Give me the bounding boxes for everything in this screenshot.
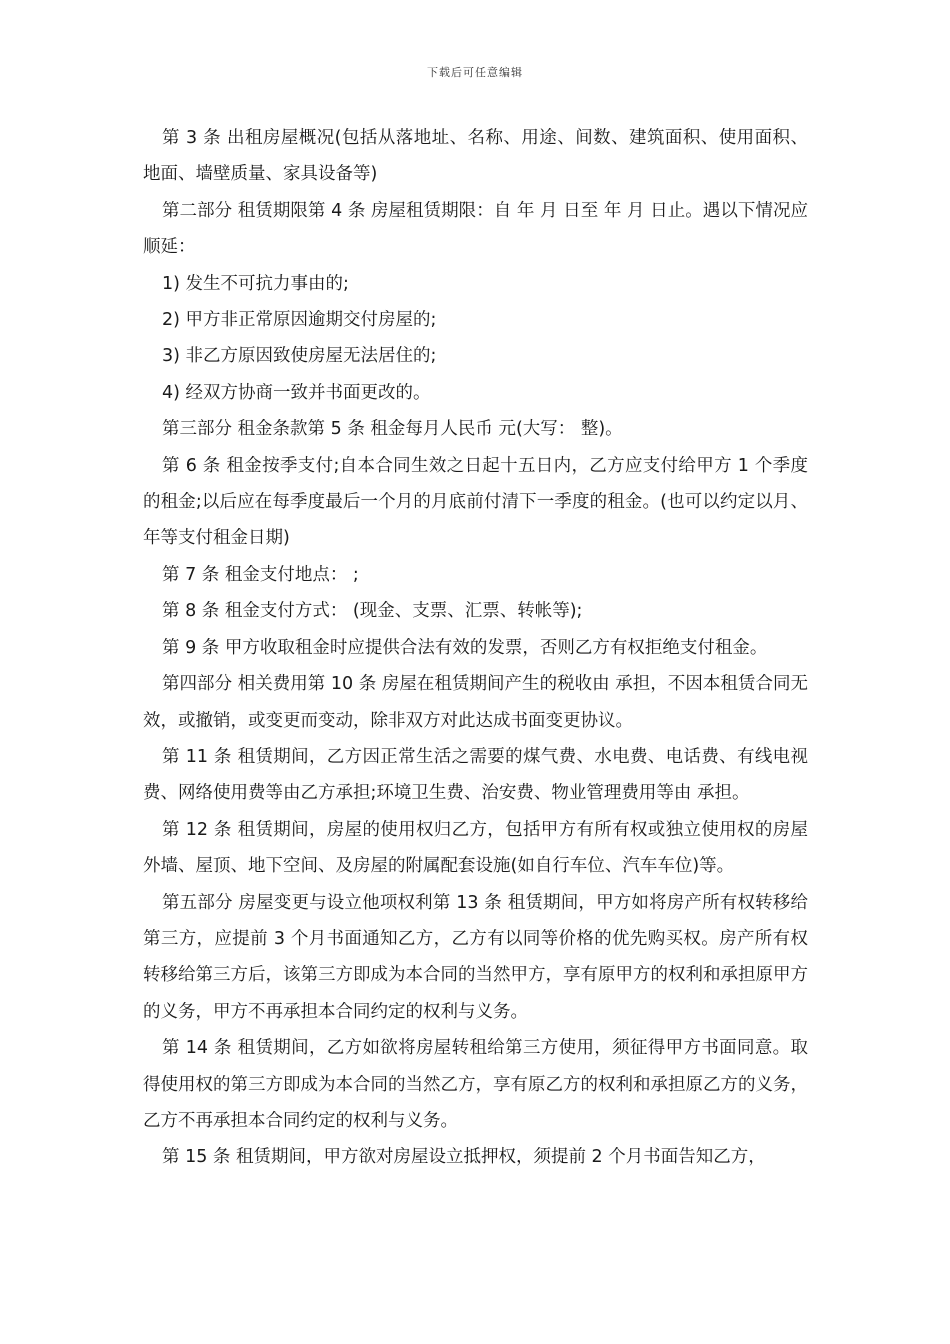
paragraph-article-3: 第 3 条 出租房屋概况(包括从落地址、名称、用途、间数、建筑面积、使用面积、地面、墙壁质量、家具设备等) <box>143 128 808 185</box>
paragraph-article-9: 第 9 条 甲方收取租金时应提供合法有效的发票，否则乙方有权拒绝支付租金。 <box>162 637 768 658</box>
paragraph-part-4-article-10: 第四部分 相关费用第 10 条 房屋在租赁期间产生的税收由 承担，不因本租赁合同无效，或撤销，或变更而变动，除非双方对此达成书面变更协议。 <box>143 674 808 731</box>
document-body <box>143 120 808 1176</box>
paragraph-part-3-article-5: 第三部分 租金条款第 5 条 租金每月人民币 元(大写： 整)。 <box>162 419 623 440</box>
paragraph-article-14: 第 14 条 租赁期间，乙方如欲将房屋转租给第三方使用，须征得甲方书面同意。取得使用权的第三方即成为本合同的当然乙方，享有原乙方的权利和承担原乙方的义务，乙方不再承担本合同约定的权利与义务。 <box>143 1038 808 1131</box>
paragraph-article-15: 第 15 条 租赁期间，甲方欲对房屋设立抵押权，须提前 2 个月书面告知乙方， <box>162 1147 766 1168</box>
paragraph-part-2-article-4: 第二部分 租赁期限第 4 条 房屋租赁期限：自 年 月 日至 年 月 日止。遇以下情况应顺延： <box>143 200 808 258</box>
list-item-4: 4) 经双方协商一致并书面更改的。 <box>162 382 431 403</box>
paragraph-article-6: 第 6 条 租金按季支付;自本合同生效之日起十五日内，乙方应支付给甲方 1 个季度的租金;以后应在每季度最后一个月的月底前付清下一季度的租金。(也可以约定以月、年等支付租金日期) <box>143 455 808 549</box>
list-item-1: 1) 发生不可抗力事由的; <box>162 273 349 294</box>
paragraph-part-5-article-13: 第五部分 房屋变更与设立他项权利第 13 条 租赁期间，甲方如将房产所有权转移给第三方，应提前 3 个月书面通知乙方，乙方有以同等价格的优先购买权。房产所有权转移给第三方后，该第三方即成为本合同的当然甲方，享有原甲方的权利和承担原甲方的义务，甲方不再承担本合同约定的权利与义务。 <box>143 892 808 1022</box>
list-item-3: 3) 非乙方原因致使房屋无法居住的; <box>162 346 437 367</box>
page-header: 下载后可任意编辑 <box>427 66 523 79</box>
paragraph-article-11: 第 11 条 租赁期间，乙方因正常生活之需要的煤气费、水电费、电话费、有线电视费、网络使用费等由乙方承担;环境卫生费、治安费、物业管理费用等由 承担。 <box>143 746 808 804</box>
paragraph-article-8: 第 8 条 租金支付方式： (现金、支票、汇票、转帐等); <box>162 601 583 622</box>
paragraph-article-12: 第 12 条 租赁期间，房屋的使用权归乙方，包括甲方有所有权或独立使用权的房屋外墙、屋顶、地下空间、及房屋的附属配套设施(如自行车位、汽车车位)等。 <box>143 819 808 877</box>
list-item-2: 2) 甲方非正常原因逾期交付房屋的; <box>162 310 437 331</box>
paragraph-article-7: 第 7 条 租金支付地点： ; <box>162 564 359 585</box>
